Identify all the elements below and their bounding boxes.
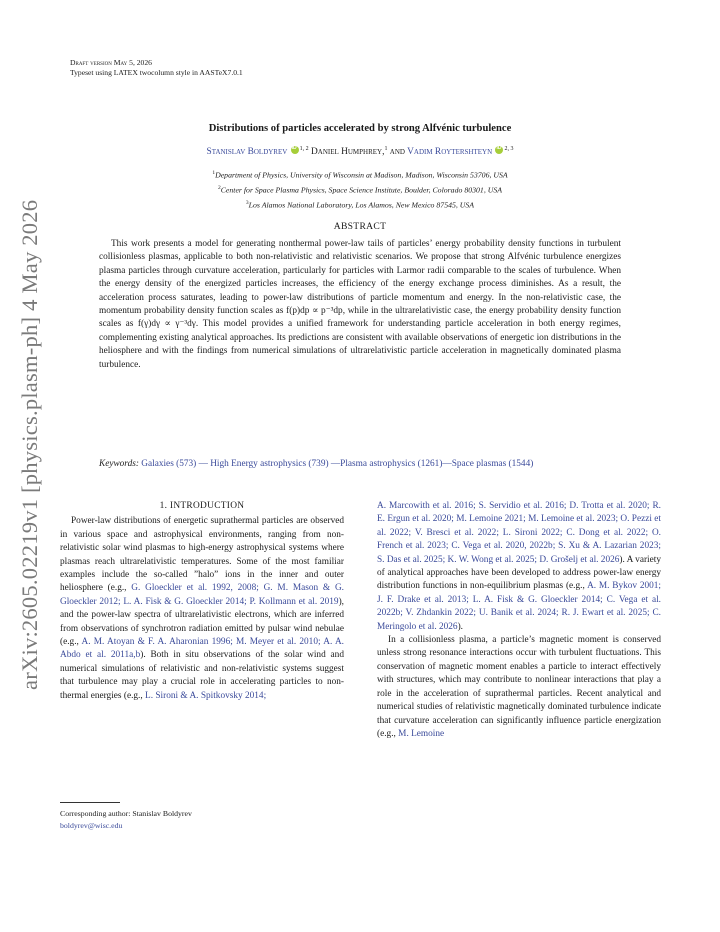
citation-link[interactable]: G. Gloeckler et al. 1992, 2008; G. M. Mason & G. Gloeckler 2012; L. A. Fisk & G. Gloeckler 2014; P. Kollmann et al. 2019: [60, 583, 344, 607]
corresponding-author-note: [60, 808, 344, 831]
author-sup: 1: [384, 146, 388, 152]
author-sup: 1, 2: [299, 146, 309, 152]
citation-link[interactable]: A. M. Atoyan & F. A. Aharonian 1996; M. Meyer et al. 2010; A. A. Abdo et al. 2011a,b: [60, 637, 344, 661]
author-boldyrev[interactable]: Stanislav Boldyrev: [206, 147, 288, 158]
intro-paragraph-1-cont: A. Marcowith et al. 2016; S. Servidio et al. 2016; D. Trotta et al. 2020; R. E. Ergun et al. 2020; M. Lemoine 2021; M. Lemoine et al. 2023; O. Pezzi et al. 2022; V. Bresci et al. 2022; L. Sironi 2022; C. Dong et al. 2022; O. French et al. 2023; C. Vega et al. 2020, 2022b; S. Xu & A. Lazarian 2023; S. Das et al. 2025; K. W. Wong et al. 2025; D. Grošelj et al. 2026). A variety of analytical approaches have been developed to address power-law energy distribution functions in non-equilibrium plasmas (e.g., A. M. Bykov 2001; J. F. Drake et al. 2013; L. A. Fisk & G. Gloeckler 2014; C. Vega et al. 2022b; V. Zhdankin 2022; U. Banik et al. 2024; R. J. Ewart et al. 2025; C. Meringolo et al. 2026).: [377, 501, 661, 632]
keywords: [99, 458, 679, 472]
affiliation-2: $^2$Center for Space Plasma Physics, Space Science Institute, Boulder, Colorado 80301, USA: [217, 185, 503, 195]
keywords-links[interactable]: Galaxies (573) — High Energy astrophysics (739) —Plasma astrophysics (1261)—Space plasmas (1544): [141, 459, 534, 469]
affiliation-1: $^1$Department of Physics, University of Wisconsin at Madison, Madison, Wisconsin 53706, USA: [212, 170, 508, 180]
author-list: [90, 146, 630, 157]
right-column: [377, 500, 661, 741]
citation-link[interactable]: L. Sironi & A. Spitkovsky 2014;: [145, 690, 267, 701]
typeset-line: Typeset using LATEX twocolumn style in AASTeX7.0.1: [70, 68, 243, 77]
affiliation-3: $^3$Los Alamos National Laboratory, Los Alamos, New Mexico 87545, USA: [245, 200, 475, 210]
draft-header: [70, 58, 243, 78]
keywords-label: Keywords:: [99, 459, 139, 469]
author-conjunction: and: [389, 147, 405, 158]
citation-link[interactable]: A. M. Bykov 2001; J. F. Drake et al. 2013; L. A. Fisk & G. Gloeckler 2014; C. Vega et al. 2022b; V. Zhdankin 2022; U. Banik et al. 2024; R. J. Ewart et al. 2025; C. Meringolo et al. 2026: [377, 581, 661, 632]
draft-version-line: Draft version May 5, 2026: [70, 58, 152, 67]
author-roytershteyn[interactable]: Vadim Roytershteyn: [407, 147, 493, 158]
corresponding-email-link[interactable]: boldyrev@wisc.edu: [60, 820, 123, 830]
affiliations: [90, 167, 630, 212]
abstract-text: This work presents a model for generating nonthermal power-law tails of particles’ energy probability density functions in turbulent collisionless plasmas, applicable to both non-relativistic and relativistic scenarios. We propose that strong Alfvénic turbulence energizes plasma particles through curvature acceleration, particularly for particles with Larmor radii comparable to the scales of turbulence. When the energy density of the energized particles increases, the efficiency of the energy exchange process diminishes. As a result, the acceleration process saturates, leading to power-law distributions of particle momentum and energy. In the non-relativistic case, the momentum probability density function scales as f(p)dp ∝ p⁻³dp, while in the ultrarelativistic case, the energy probability density function scales as f(γ)dγ ∝ γ⁻³dγ. This model provides a unified framework for understanding particle acceleration in both energy regimes, complementing existing analytical approaches. Its predictions are consistent with available observations of energetic ion distributions in the heliosphere and with the findings from numerical simulations of ultrarelativistic particle acceleration in magnetically dominated plasma turbulence.: [99, 239, 621, 370]
section-heading: 1. INTRODUCTION: [159, 501, 245, 511]
author-sup: 2, 3: [504, 146, 514, 152]
footnote-rule: [60, 802, 120, 803]
abstract-heading: ABSTRACT: [333, 221, 387, 232]
citation-link[interactable]: A. Marcowith et al. 2016; S. Servidio et al. 2016; D. Trotta et al. 2020; R. E. Ergun et al. 2020; M. Lemoine 2021; M. Lemoine et al. 2023; O. Pezzi et al. 2022; V. Bresci et al. 2022; L. Sironi 2022; C. Dong et al. 2022; O. French et al. 2023; C. Vega et al. 2020, 2022b; S. Xu & A. Lazarian 2023; S. Das et al. 2025; K. W. Wong et al. 2025; D. Grošelj et al. 2026: [377, 501, 661, 565]
author-humphrey: Daniel Humphrey,: [311, 147, 385, 158]
left-column: [60, 500, 344, 703]
corresponding-author: Corresponding author: Stanislav Boldyrev: [60, 809, 192, 818]
orcid-icon[interactable]: [291, 146, 299, 154]
orcid-icon[interactable]: [495, 146, 503, 154]
arxiv-identifier-stamp[interactable]: arXiv:2605.02219v1 [physics.plasm-ph] 4 May 2026: [17, 199, 42, 690]
intro-paragraph-1: Power-law distributions of energetic suprathermal particles are observed in various space and astrophysical environments, ranging from non-relativistic solar wind plasmas to high-energy astrophysical systems where plasmas reach ultrarelativistic temperatures. Some of the most familiar examples include the so-called ”halo” ions in the inner and outer heliosphere (e.g., G. Gloeckler et al. 1992, 2008; G. M. Mason & G. Gloeckler 2012; L. A. Fisk & G. Gloeckler 2014; P. Kollmann et al. 2019), and the power-law spectra of ultrarelativistic electrons, which are inferred from observations of synchrotron radiation emitted by pulsar wind nebulae (e.g., A. M. Atoyan & F. A. Aharonian 1996; M. Meyer et al. 2010; A. A. Abdo et al. 2011a,b). Both in situ observations of the solar wind and numerical simulations of relativistic and non-relativistic systems suggest that turbulence may play a crucial role in accelerating particles to non-thermal energies (e.g., L. Sironi & A. Spitkovsky 2014;: [60, 516, 344, 701]
citation-link[interactable]: M. Lemoine: [398, 728, 445, 739]
intro-paragraph-2: In a collisionless plasma, a particle’s magnetic moment is conserved unless strong resonance interactions occur with turbulent fluctuations. This conservation of magnetic moment enables a particle to interact effectively with structures, which may contribute to nonlinear interactions that play a role in the acceleration of suprathermal particles. Recent analytical and numerical studies of relativistic magnetically dominated turbulence indicate that curvature acceleration can significantly influence particle energization (e.g., M. Lemoine: [377, 635, 661, 739]
paper-title: Distributions of particles accelerated by strong Alfvénic turbulence: [208, 123, 512, 134]
